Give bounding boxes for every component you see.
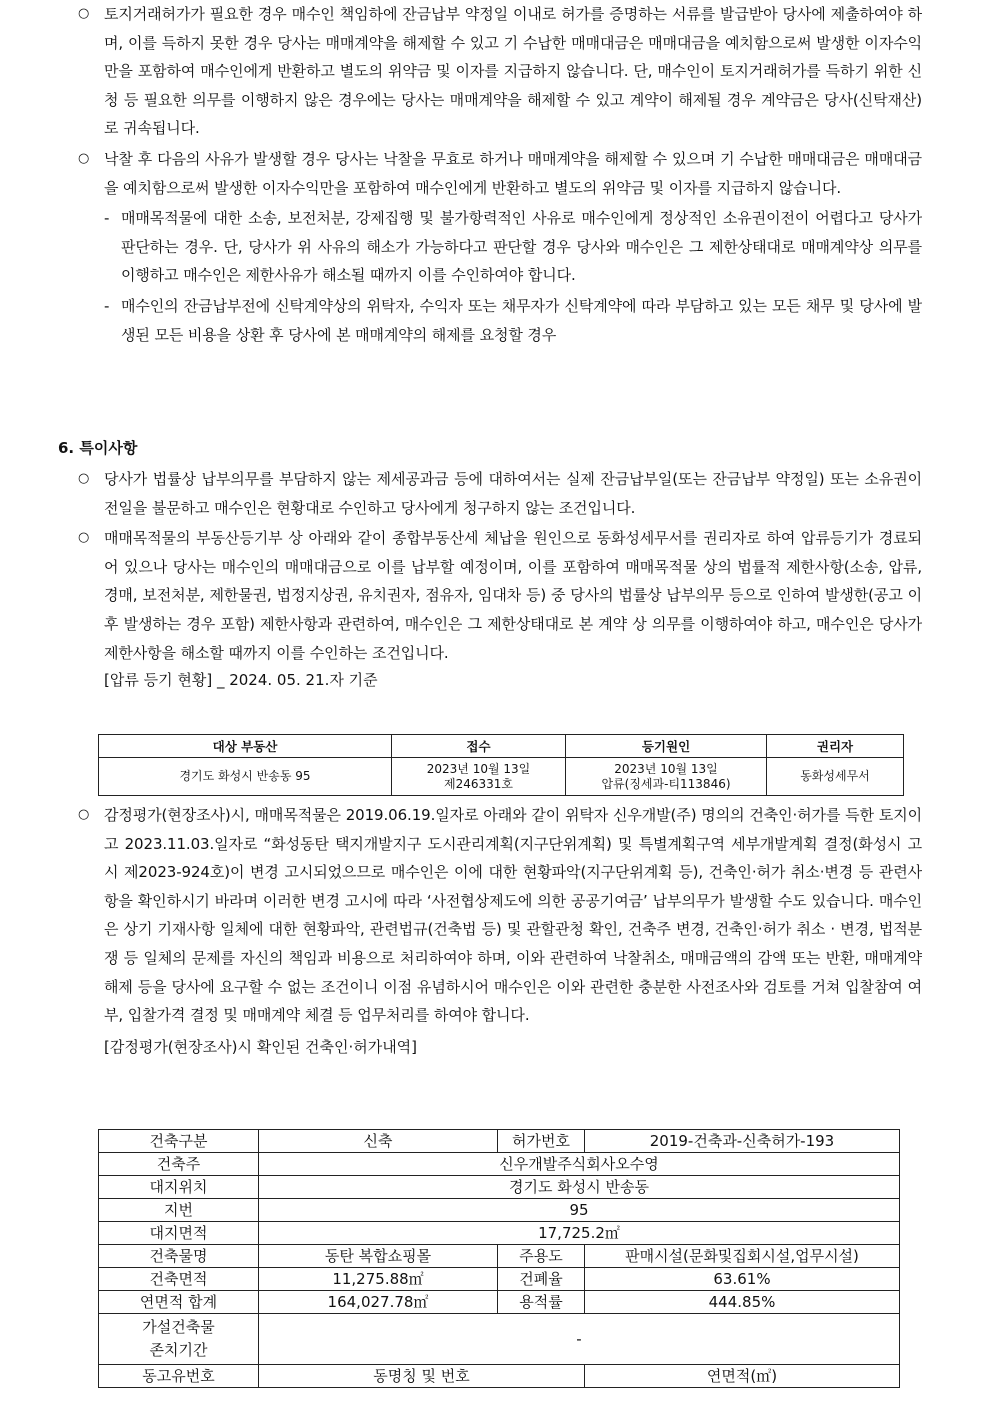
cause-cell: 2023년 10월 13일 압류(징세과-티113846) — [566, 758, 767, 796]
table-row: 건축주 신우개발주식회사오수영 — [99, 1153, 900, 1176]
circle-bullet-icon: ○ — [78, 471, 90, 486]
column-header: 권리자 — [767, 735, 904, 758]
seizure-status-caption: [압류 등기 현황] _ 2024. 05. 21.자 기준 — [104, 671, 378, 690]
table-row: 건축물명 동탄 복합쇼핑몰 주용도 판매시설(문화및집회시설,업무시설) — [99, 1245, 900, 1268]
column-header: 등기원인 — [566, 735, 767, 758]
permit-table — [98, 1129, 900, 1388]
bullet-appraisal: ○ 감정평가(현장조사)시, 매매목적물은 2019.06.19.일자로 아래와 같이 위탁자 신우개발(주) 명의의 건축인·허가를 득한 토지이고 2023.11.03.일자로 “화성동탄 택지개발지구 도시관리계획(지구단위계획) 및 특별계획구역 세부개발계획 결정(화성시 고시 제2023-924호)이 변경 고시되었으므로 매수인은 이에 대한 현황파악(지구단위계획 등), 건축인·허가 취소·변경 등 관련사항을 확인하시기 바라며 이러한 변경 고시에 따라 ‘사전협상제도에 의한 공공기여금’ 납부의무가 발생할 수도 있습니다. 매수인은 상기 기재사항 일체에 대한 현황파악, 관련법규(건축법 등) 및 관할관청 확인, 건축주 변경, 건축인·허가 취소 · 변경, 법적분쟁 등 일체의 문제를 자신의 책임과 비용으로 처리하여야 하며, 이와 관련하여 낙찰취소, 매매금액의 감액 또는 반환, 매매계약 해제 등을 당사에 요구할 수 없는 조건이니 이점 유념하시어 매수인은 이와 관련한 충분한 사전조사와 검토를 거쳐 입찰참여 여부, 입찰가격 결정 및 매매계약 체결 등 업무처리를 하여야 합니다. — [0, 801, 992, 1030]
table-row: 가설건축물 존치기간 - — [99, 1314, 900, 1365]
receipt-cell: 2023년 10월 13일 제246331호 — [392, 758, 566, 796]
circle-bullet-icon: ○ — [78, 807, 90, 822]
section-6-heading: 6. 특이사항 — [58, 439, 138, 457]
holder-cell: 동화성세무서 — [767, 758, 904, 796]
table-row: 연면적 합계 164,027.78㎡ 용적률 444.85% — [99, 1291, 900, 1314]
permit-caption: [감정평가(현장조사)시 확인된 건축인·허가내역] — [104, 1037, 418, 1056]
column-header: 대상 부동산 — [99, 735, 392, 758]
section-5-tail — [0, 0, 992, 349]
circle-bullet-icon: ○ — [78, 150, 90, 166]
section-6-body — [0, 465, 992, 693]
table-header-row — [99, 735, 904, 758]
table-row: 대지면적 17,725.2㎡ — [99, 1222, 900, 1245]
bullet-taxes: ○ 당사가 법률상 납부의무를 부담하지 않는 제세공과금 등에 대하여서는 실제 잔금납부일(또는 잔금납부 약정일) 또는 소유권이전일을 불문하고 매수인은 현황대로 수인하고 당사에게 청구하지 않는 조건입니다. — [0, 465, 992, 522]
circle-bullet-icon: ○ — [78, 6, 90, 21]
property-cell: 경기도 화성시 반송동 95 — [99, 758, 392, 796]
bullet-bid-void: ○ 낙찰 후 다음의 사유가 발생할 경우 당사는 낙찰을 무효로 하거나 매매계약을 해제할 수 있으며 기 수납한 매매대금은 매매대금을 예치함으로써 발생한 이자수익만을 포함하여 매수인에게 반환하고 별도의 위약금 및 이자를 지급하지 않습니다. — [0, 145, 992, 202]
bullet-land-permit: ○ 토지거래허가가 필요한 경우 매수인 책임하에 잔금납부 약정일 이내로 허가를 증명하는 서류를 발급받아 당사에 제출하여야 하며, 이를 득하지 못한 경우 당사는 매매계약을 해제할 수 있고 기 수납한 매매대금은 매매대금을 예치함으로써 발생한 이자수익만을 포함하여 매수인에게 반환하고 별도의 위약금 및 이자를 지급하지 않습니다. 단, 매수인이 토지거래허가를 득하기 위한 신청 등 필요한 의무를 이행하지 않은 경우에는 당사는 매매계약을 해제할 수 있고 계약이 해제될 경우 계약금은 당사(신탁재산)로 귀속됩니다. — [0, 0, 992, 143]
section-6-body-2 — [0, 801, 992, 1060]
column-header: 접수 — [392, 735, 566, 758]
dash-item-litigation: - 매매목적물에 대한 소송, 보전처분, 강제집행 및 불가항력적인 사유로 매수인에게 정상적인 소유권이전이 어렵다고 당사가 판단하는 경우. 단, 당사가 위 사유의 해소가 가능하다고 판단할 경우 당사와 매수인은 그 제한상태대로 매매계약상 의무를 이행하고 매수인은 제한사유가 해소될 때까지 이를 수인하여야 합니다. — [0, 204, 992, 290]
table-row: 건축면적 11,275.88㎡ 건폐율 63.61% — [99, 1268, 900, 1291]
table-row: 대지위치 경기도 화성시 반송동 — [99, 1176, 900, 1199]
dash-item-debt-repayment: - 매수인의 잔금납부전에 신탁계약상의 위탁자, 수익자 또는 채무자가 신탁계약에 따라 부담하고 있는 모든 채무 및 당사에 발생된 모든 비용을 상환 후 당사에 본 매매계약의 해제를 요청할 경우 — [0, 292, 992, 349]
table-row — [99, 758, 904, 796]
seizure-table — [98, 734, 904, 796]
table-row: 건축구분 신축 허가번호 2019-건축과-신축허가-193 — [99, 1130, 900, 1153]
table-row: 지번 95 — [99, 1199, 900, 1222]
dash-bullet-icon: - — [104, 296, 110, 315]
bullet-seizure: ○ 매매목적물의 부동산등기부 상 아래와 같이 종합부동산세 체납을 원인으로 동화성세무서를 권리자로 하여 압류등기가 경료되어 있으나 당사는 매수인의 매매대금으로 이를 납부할 예정이며, 이를 포함하여 매매목적물 상의 법률적 제한사항(소송, 압류, 경매, 보전처분, 제한물권, 법정지상권, 유치권자, 점유자, 임대차 등) 중 당사의 법률상 납부의무 등으로 인하여 발생한(공고 이후 발생하는 경우 포함) 제한사항과 관련하여, 매수인은 그 제한상태대로 본 계약 상 의무를 이행하여야 하고, 매수인은 당사가 제한사항을 해소할 때까지 이를 수인하는 조건입니다. — [0, 524, 992, 667]
dash-bullet-icon: - — [104, 209, 110, 228]
table-row: 동고유번호 동명칭 및 번호 연면적(㎡) — [99, 1365, 900, 1388]
circle-bullet-icon: ○ — [78, 530, 90, 546]
